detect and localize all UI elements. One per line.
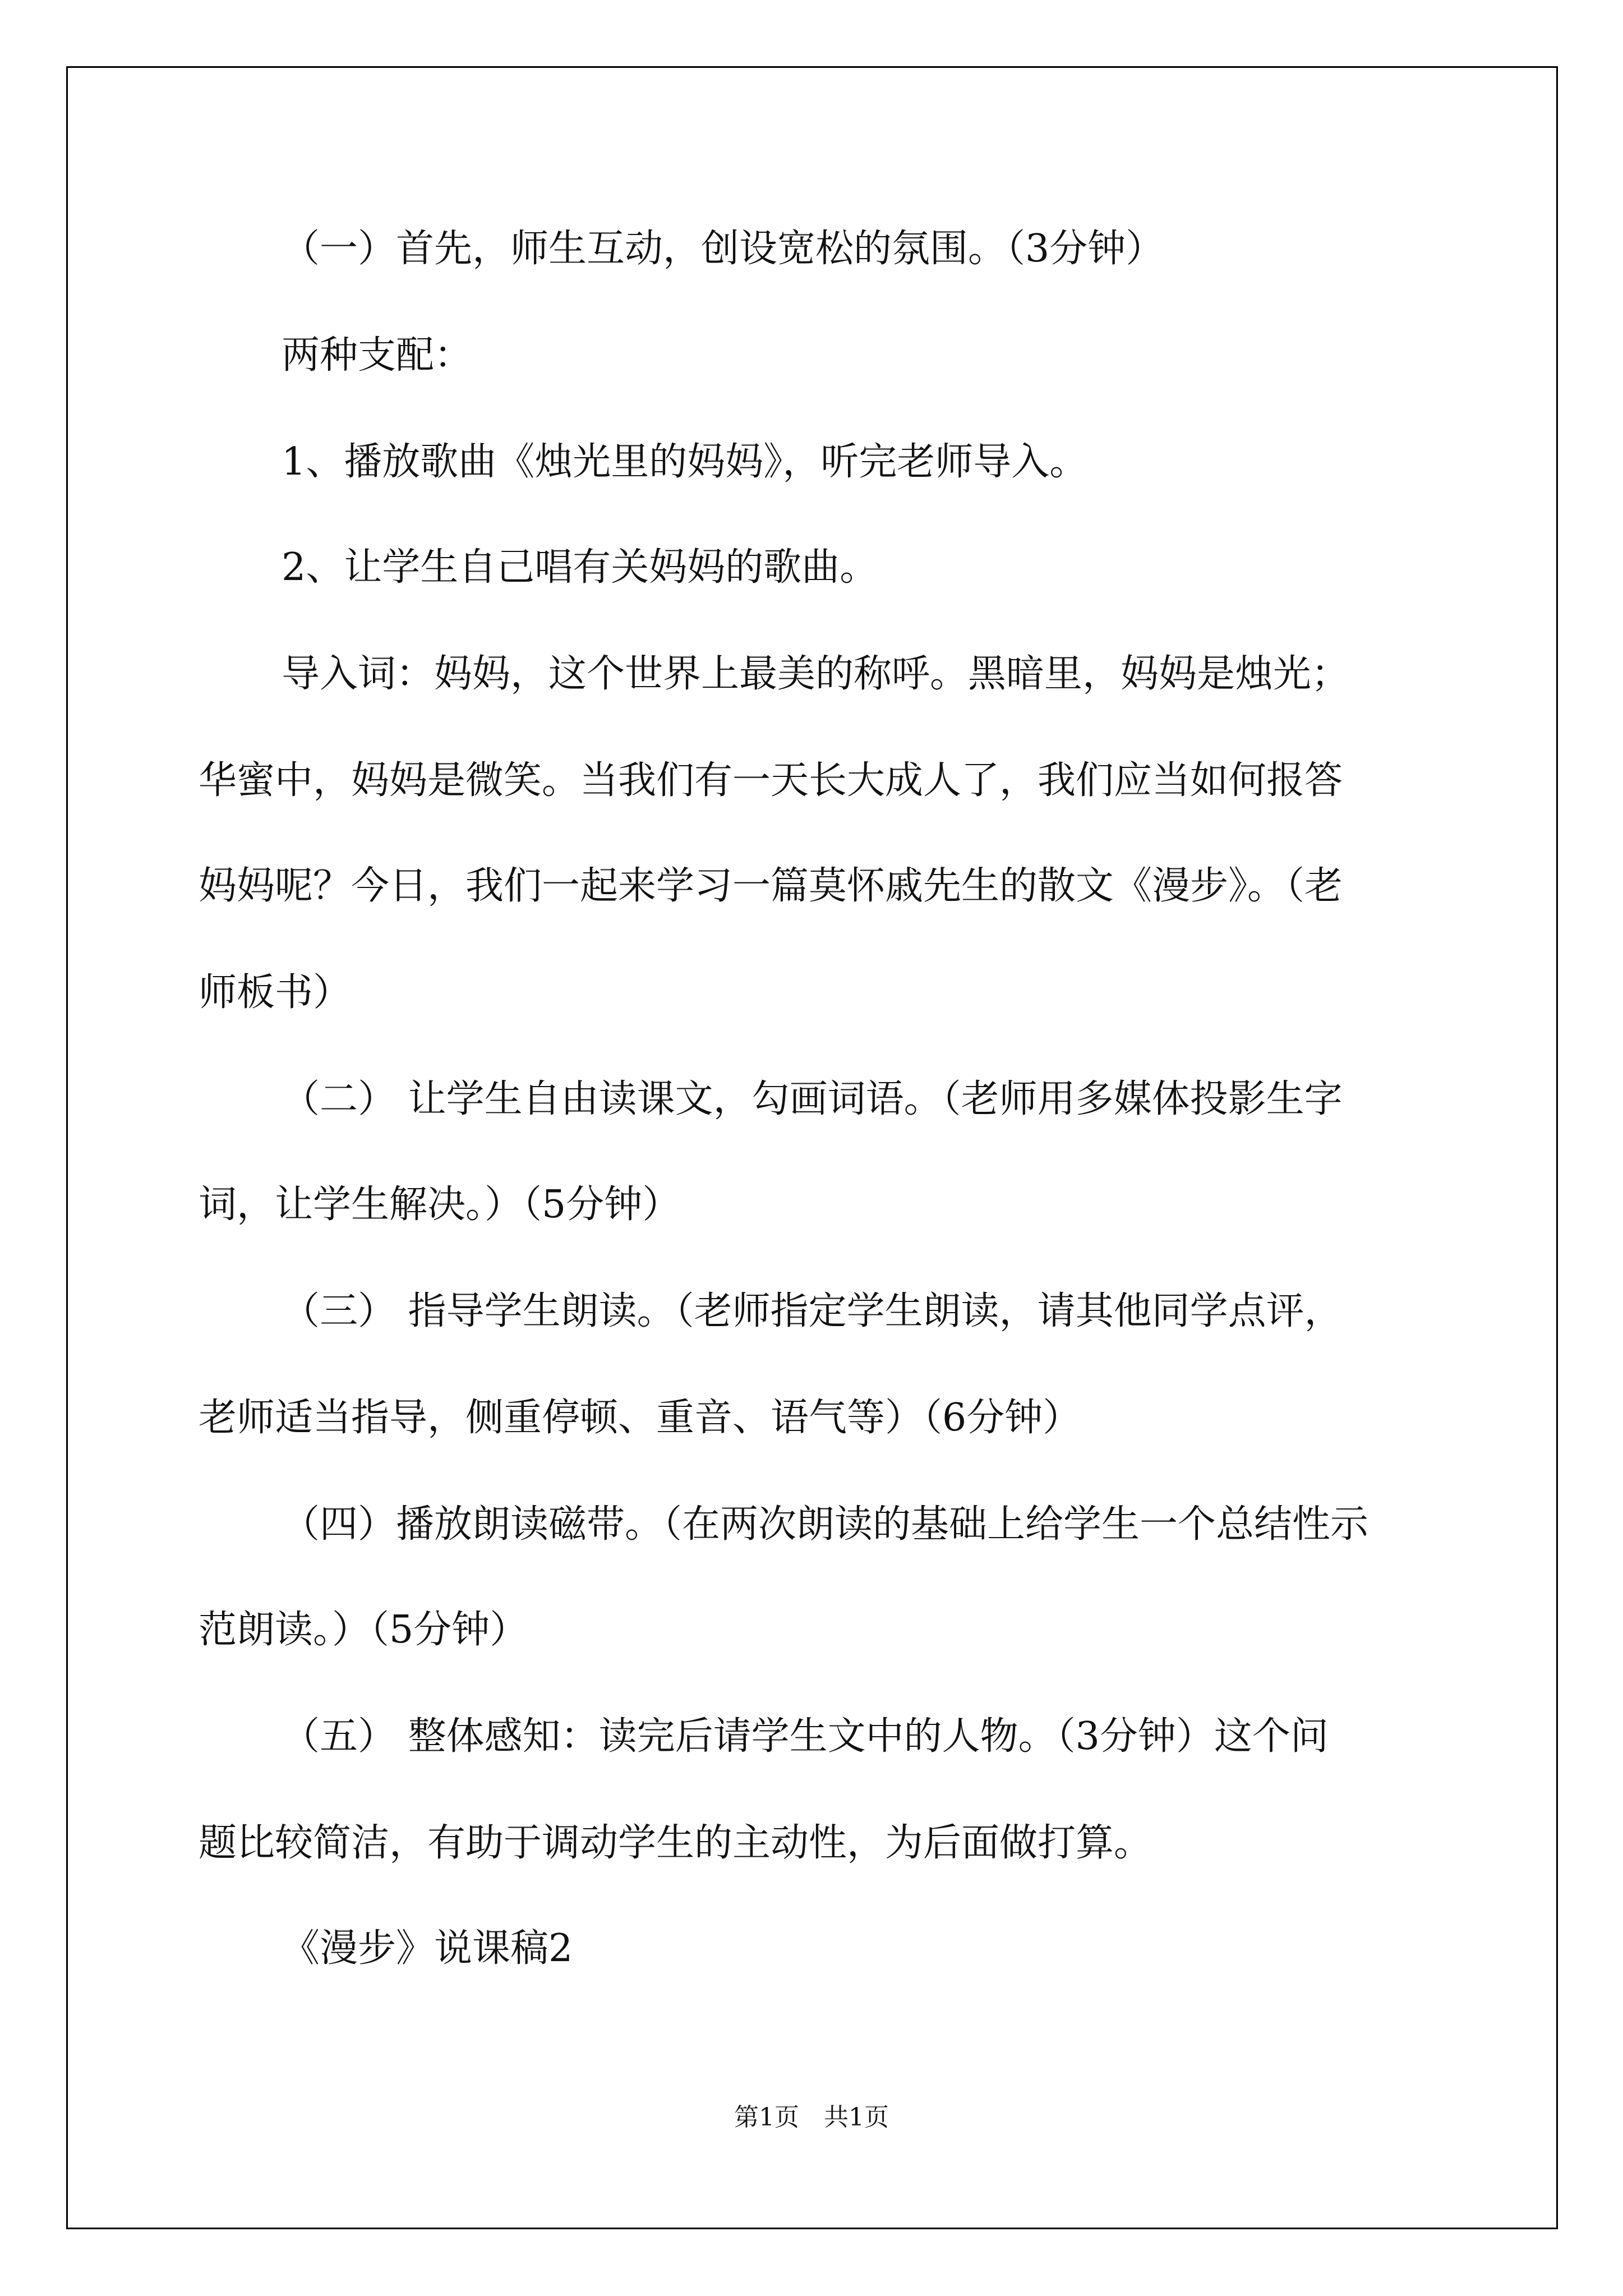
- paragraph-line: 1、播放歌曲《烛光里的妈妈》，听完老师导入。: [282, 440, 1088, 484]
- paragraph-line: （四）播放朗读磁带。（在两次朗读的基础上给学生一个总结性示: [282, 1502, 1369, 1547]
- paragraph-line: 题比较简洁，有助于调动学生的主动性，为后面做打算。: [199, 1821, 1152, 1865]
- paragraph-line: 两种支配：: [282, 333, 473, 378]
- paragraph-line: （五） 整体感知：读完后请学生文中的人物。（3分钟）这个问: [282, 1714, 1329, 1759]
- paragraph-line: （三） 指导学生朗读。（老师指定学生朗读，请其他同学点评，: [282, 1289, 1343, 1333]
- page-border: [66, 66, 1558, 2229]
- paragraph-line: 华蜜中，妈妈是微笑。当我们有一天长大成人了，我们应当如何报答: [199, 758, 1343, 803]
- paragraph-line: 老师适当指导，侧重停顿、重音、语气等）（6分钟）: [199, 1396, 1081, 1440]
- paragraph-line: （二） 让学生自由读课文，勾画词语。（老师用多媒体投影生字: [282, 1077, 1343, 1121]
- page-footer: 第1页 共1页: [734, 2103, 889, 2132]
- paragraph-line: 妈妈呢？今日，我们一起来学习一篇莫怀戚先生的散文《漫步》。（老: [199, 864, 1343, 908]
- section-heading: 《漫步》说课稿2: [282, 1926, 573, 1971]
- paragraph-line: 师板书）: [199, 970, 352, 1015]
- paragraph-line: 2、让学生自己唱有关妈妈的歌曲。: [282, 545, 878, 590]
- paragraph-line: （一）首先，师生互动，创设宽松的氛围。（3分钟）: [282, 227, 1164, 271]
- paragraph-line: 导入词：妈妈，这个世界上最美的称呼。黑暗里，妈妈是烛光；: [282, 652, 1350, 696]
- paragraph-line: 范朗读。）（5分钟）: [199, 1608, 528, 1652]
- paragraph-line: 词，让学生解决。）（5分钟）: [199, 1182, 681, 1227]
